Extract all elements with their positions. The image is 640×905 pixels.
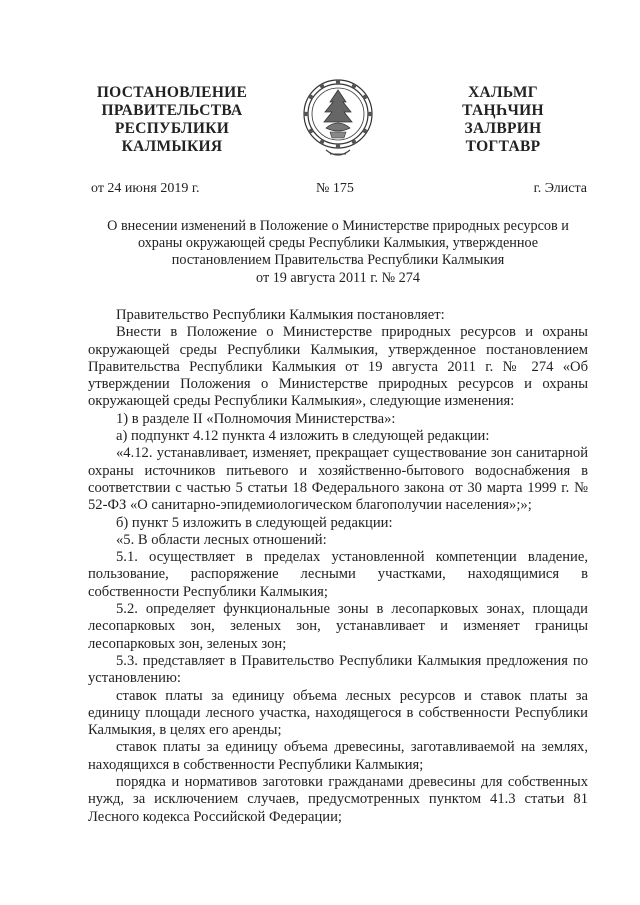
header-left-line: КАЛМЫКИЯ <box>121 138 223 155</box>
document-title <box>88 218 588 287</box>
header-right-line: ТАҢҺЧИН <box>462 102 544 119</box>
paragraph: «4.12. устанавливает, изменяет, прекращает существование зон санитарной охраны источников питьевого и хозяйственно-бытового водоснабжения в соответствии с частью 5 статьи 18 Федерального закона от 30 марта 1999 г. № 52-ФЗ «О санитарно-эпидемиологическом благополучии населения»;»; <box>88 445 588 514</box>
title-line: О внесении изменений в Положение о Министерстве природных ресурсов и <box>107 218 569 234</box>
paragraph: ставок платы за единицу объема древесины, заготавливаемой на землях, находящихся в собственности Республики Калмыкия; <box>88 739 588 773</box>
coat-of-arms-kalmykia-icon <box>296 68 380 164</box>
document-number: № 175 <box>316 181 354 196</box>
header-left-line: ПОСТАНОВЛЕНИЕ <box>96 84 248 101</box>
document-city: г. Элиста <box>533 181 587 196</box>
header-left-line: РЕСПУБЛИКИ <box>114 120 230 137</box>
title-line: от 19 августа 2011 г. № 274 <box>256 269 420 286</box>
header-left-title <box>92 84 252 156</box>
paragraph: «5. В области лесных отношений: <box>116 531 327 548</box>
header-left-line: ПРАВИТЕЛЬСТВА <box>101 102 243 119</box>
paragraph: ставок платы за единицу объема лесных ресурсов и ставок платы за единицу площади лесного участка, находящегося в собственности Республики Калмыкия, в целях его аренды; <box>88 687 588 739</box>
paragraph: Внести в Положение о Министерстве природных ресурсов и охраны окружающей среды Республики Калмыкия, утвержденное постановлением Правительства Республики Калмыкия от 19 августа 2011 г. № 274 «Об утверждении Положения о Министерстве природных ресурсов и охраны окружающей среды Республики Калмыкия», следующие изменения: <box>88 324 588 410</box>
header-right-line: ТОГТАВР <box>465 138 541 155</box>
document-body <box>88 307 588 826</box>
paragraph: 5.1. осуществляет в пределах установленной компетенции владение, пользование, распоряжение лесными участками, находящимися в собственности Республики Калмыкия; <box>88 549 588 600</box>
document-date: от 24 июня 2019 г. <box>91 181 200 196</box>
paragraph: а) подпункт 4.12 пункта 4 изложить в следующей редакции: <box>116 428 490 445</box>
paragraph: Правительство Республики Калмыкия постановляет: <box>116 307 445 323</box>
paragraph: 1) в разделе II «Полномочия Министерства»: <box>116 410 396 427</box>
paragraph: б) пункт 5 изложить в следующей редакции: <box>116 514 393 531</box>
title-line: охраны окружающей среды Республики Калмыкия, утвержденное <box>137 235 539 252</box>
header-right-line: ЗАЛВРИН <box>464 120 542 137</box>
paragraph: 5.3. представляет в Правительство Республики Калмыкия предложения по установлению: <box>88 652 588 687</box>
paragraph: порядка и нормативов заготовки гражданами древесины для собственных нужд, за исключением случаев, предусмотренных пунктом 41.3 статьи 81 Лесного кодекса Российской Федерации; <box>88 774 588 825</box>
header-right-title <box>448 84 558 156</box>
title-line: постановлением Правительства Республики Калмыкия <box>171 252 505 269</box>
paragraph: 5.2. определяет функциональные зоны в лесопарковых зонах, площади лесопарковых зон, зеленых зон, устанавливает и изменяет границы лесопарковых зон, зеленых зон; <box>88 601 588 652</box>
header-right-line: ХАЛЬМГ <box>468 84 538 101</box>
